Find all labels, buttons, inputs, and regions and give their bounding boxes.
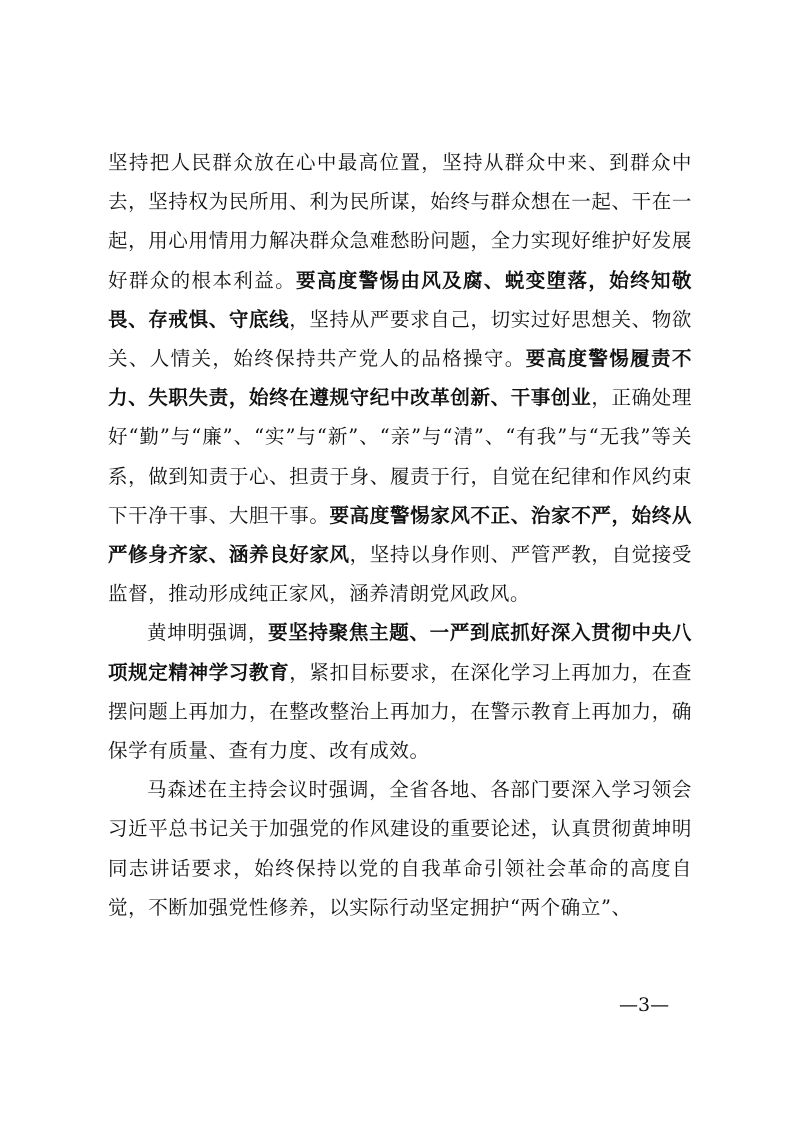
bold-text-segment: 要高度警惕由风及腐、蜕变堕落，始终知敬畏、存戒惧、守底线	[108, 268, 692, 331]
text-segment: 黄坤明强调，	[147, 621, 269, 645]
text-segment: ，正确处理好“勤”与“廉”、“实”与“新”、“亲”与“清”、“有我”与“无我”等关系，做到知责于心、担责于身、履责于行，自觉在纪律和作风约束下干净干事、大胆干事。	[108, 386, 692, 527]
text-segment: 马森述在主持会议时强调，全省各地、各部门要深入学习领会习近平总书记关于加强党的作风建设的重要论述，认真贯彻黄坤明同志讲话要求，始终保持以党的自我革命引领社会革命的高度自觉，不断加强党性修养，以实际行动坚定拥护“两个确立”、	[108, 778, 692, 919]
document-body	[108, 143, 692, 927]
bold-text-segment: 要高度警惕履责不力、失职失责，始终在遵规守纪中改革创新、干事创业	[108, 347, 692, 410]
paragraph-1	[108, 143, 692, 613]
text-segment: ，紧扣目标要求，在深化学习上再加力，在查摆问题上再加力，在整改整治上再加力，在警示教育上再加力，确保学有质量、查有力度、改有成效。	[108, 660, 692, 763]
paragraph-2	[108, 613, 692, 770]
text-segment: ，坚持以身作则、严管严教，自觉接受监督，推动形成纯正家风，涵养清朗党风政风。	[108, 543, 692, 606]
text-segment: ，坚持从严要求自己，切实过好思想关、物欲关、人情关，始终保持共产党人的品格操守。	[108, 307, 692, 371]
page-number: —3—	[619, 994, 670, 1016]
bold-text-segment: 要高度警惕家风不正、治家不严，始终从严修身齐家、涵养良好家风	[108, 503, 692, 567]
text-segment: 坚持把人民群众放在心中最高位置，坚持从群众中来、到群众中去，坚持权为民所用、利为民所谋，始终与群众想在一起、干在一起，用心用情用力解决群众急难愁盼问题，全力实现好维护好发展好群众的根本利益。	[108, 151, 692, 292]
bold-text-segment: 要坚持聚焦主题、一严到底抓好深入贯彻中央八项规定精神学习教育	[108, 621, 692, 684]
paragraph-3	[108, 770, 692, 927]
